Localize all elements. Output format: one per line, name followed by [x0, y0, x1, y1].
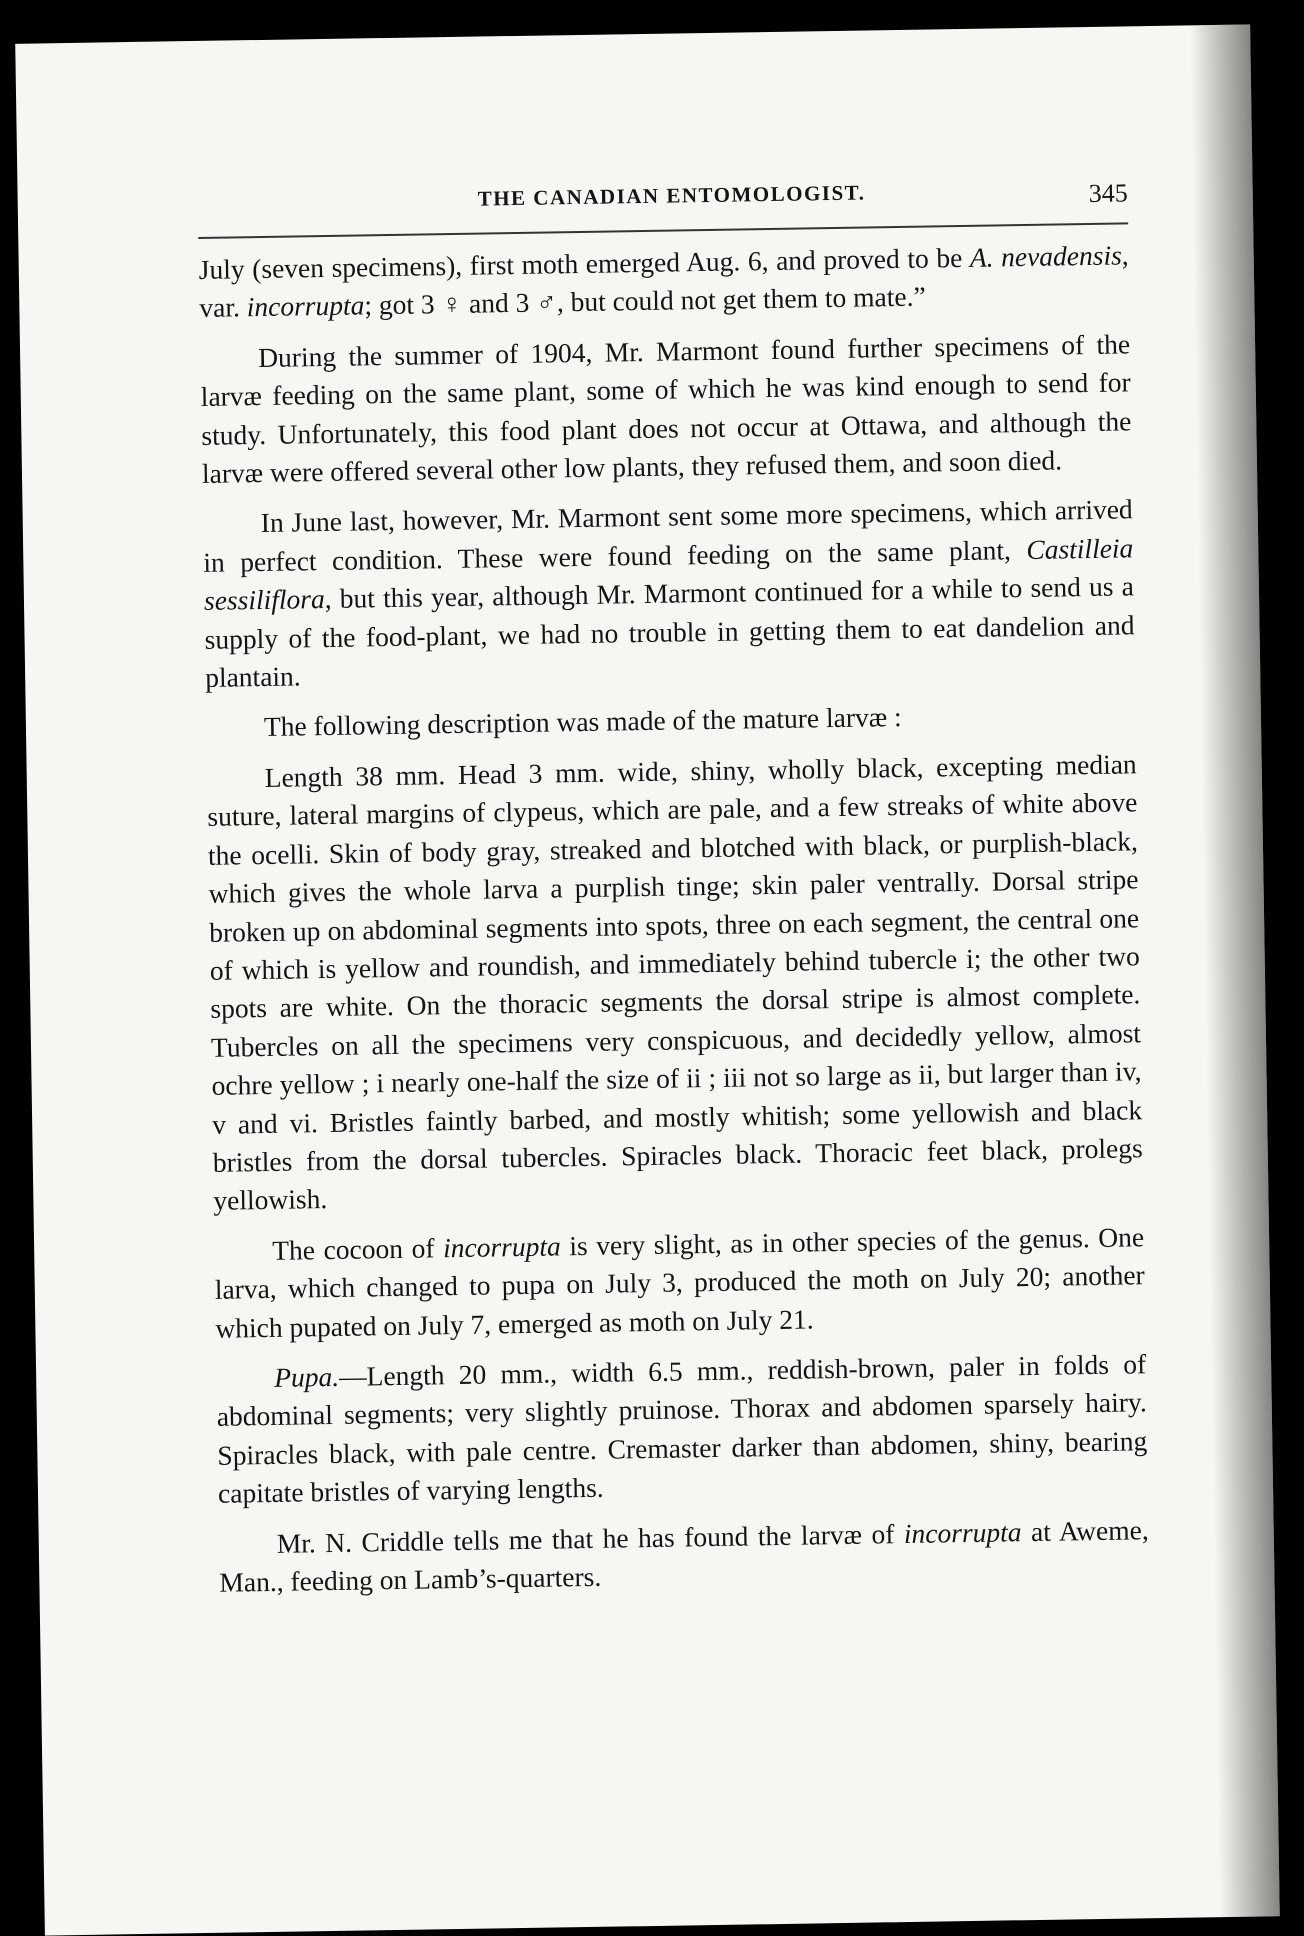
text-run: Length 38 mm. Head 3 mm. wide, shiny, wholly black, excepting median suture, lateral margins of clypeus, which are pale, and a few streaks of white above the ocelli. Skin of body gray, streaked and blotched with black, or purplish-black, which gives the whole larva a purplish tinge; skin paler ventrally. Dorsal stripe broken up on abdominal segments into spots, three on each segment, the central one of which is yellow and roundish, and immediately behind tubercle i; the other two spots are white. On the thoracic segments the dorsal stripe is almost complete. Tubercles on all the specimens very conspicuous, and decidedly yellow, almost ochre yellow ; i nearly one-half the size of ii ; iii not so large as ii, but larger than iv, v and vi. Bristles faintly barbed, and mostly whitish; some yellowish and black bristles from the dorsal tubercles. Spiracles black. Thoracic feet black, prolegs yellowish. — [207, 748, 1143, 1217]
book-page — [15, 24, 1280, 1935]
paragraph — [214, 1218, 1146, 1348]
italic-text: Castilleia sessiliflora — [203, 532, 1134, 617]
paragraph — [219, 1511, 1150, 1602]
text-run: , but this year, although Mr. Marmont continued for a while to send us a supply of the food-plant, we had no trouble in getting them to eat dandelion and plantain. — [204, 570, 1135, 693]
text-run: The cocoon of — [271, 1231, 444, 1266]
paragraph — [202, 491, 1135, 698]
italic-text: incorrupta — [903, 1515, 1022, 1549]
italic-text: incorrupta — [442, 1230, 561, 1263]
text-run: During the summer of 1904, Mr. Marmont found further specimens of the larvæ feeding on the same plant, some of which he was kind enough to send for study. Unfortunately, this food plant does not occur at Ottawa, and although the larvæ were offered several other low plants, they refused them, and soon died. — [200, 328, 1132, 489]
paragraph — [198, 236, 1129, 327]
text-run: ; got 3 ♀ and 3 ♂, but could not get them to mate.” — [364, 280, 926, 321]
paragraph — [206, 695, 1136, 748]
text-run: The following description was made of the mature larvæ : — [263, 701, 902, 743]
italic-text: A. nevadensis — [969, 239, 1123, 273]
text-run: —Length 20 mm., width 6.5 mm., reddish-brown, paler in folds of abdominal segments; very slightly pruinose. Thorax and abdomen sparsely hairy. Spiracles black, with pale centre. Cremaster darker than abdomen, shiny, bearing capitate bristles of varying lengths. — [216, 1348, 1148, 1509]
italic-text: Pupa. — [273, 1360, 340, 1393]
running-title: THE CANADIAN ENTOMOLOGIST. — [477, 180, 866, 211]
paragraph — [206, 745, 1143, 1220]
page-gutter-shadow — [1190, 24, 1280, 1917]
page-header — [198, 176, 1129, 231]
italic-text: incorrupta — [246, 289, 365, 323]
paragraph — [216, 1345, 1148, 1513]
body-text — [198, 236, 1149, 1614]
text-run: Mr. N. Criddle tells me that he has found the larvæ of — [276, 1517, 905, 1559]
text-run: is very slight, as in other species of the genus. One larva, which changed to pupa on July 3, produced the moth on July 20; another which pupated on July 7, emerged as moth on July 21. — [214, 1220, 1145, 1344]
text-run: July (seven specimens), first moth emerged Aug. 6, and proved to be — [198, 241, 971, 285]
text-run: at Aweme, Man., feeding on Lamb’s-quarters. — [219, 1513, 1149, 1598]
text-run: In June last, however, Mr. Marmont sent some more specimens, which arrived in perfect condition. These were found feeding on the same plant, — [203, 493, 1133, 578]
page-number: 345 — [1088, 178, 1128, 208]
paragraph — [200, 325, 1132, 493]
text-run: , var. — [199, 239, 1129, 324]
